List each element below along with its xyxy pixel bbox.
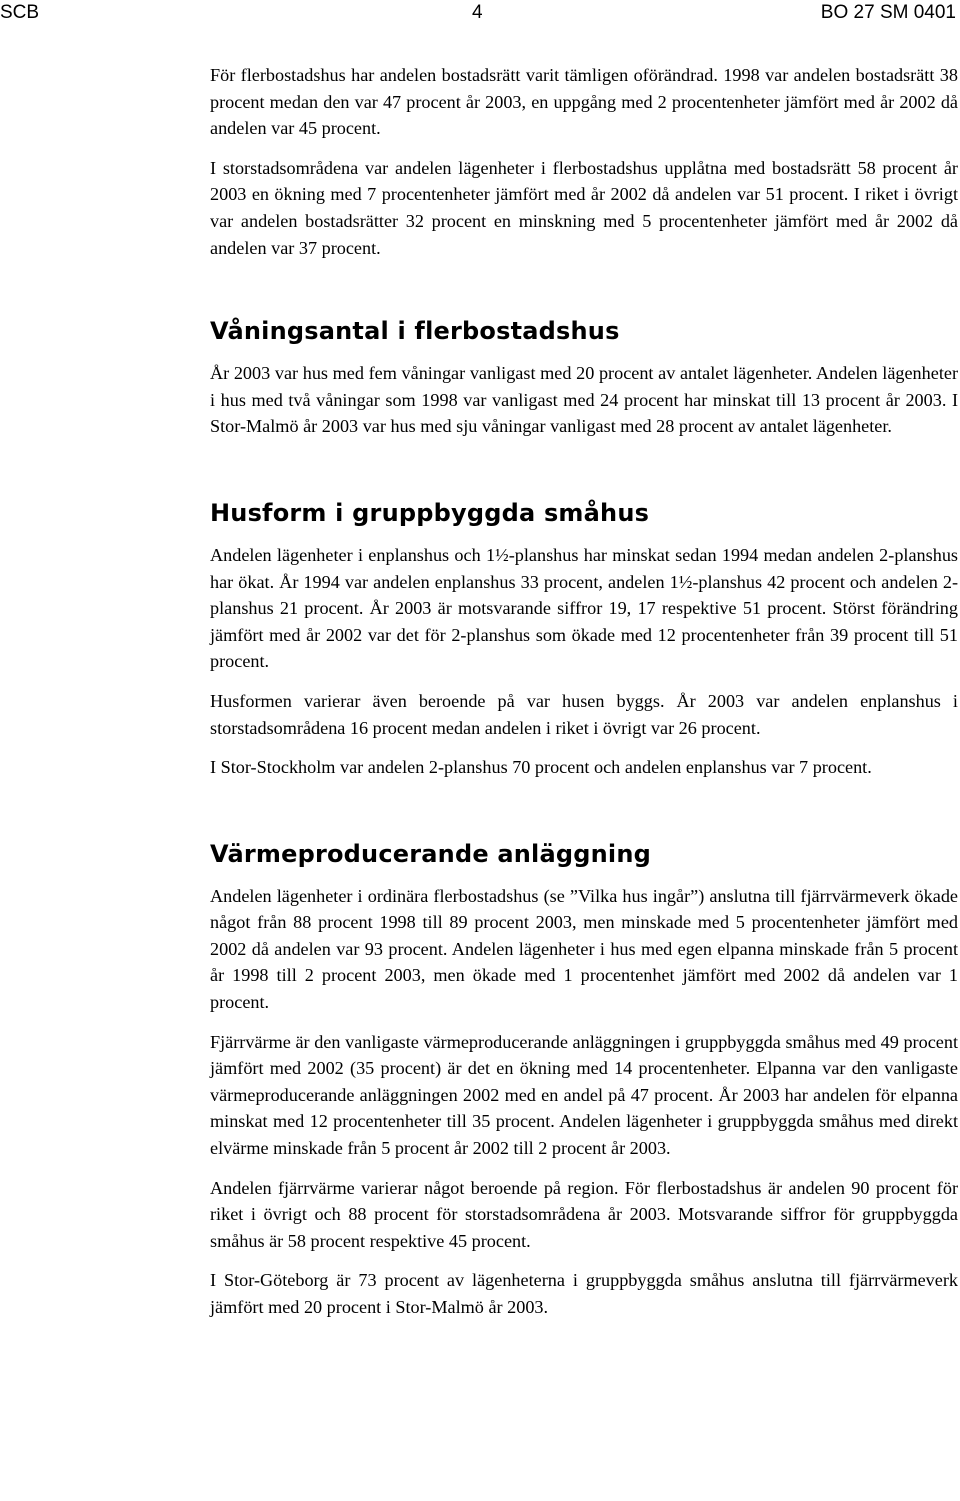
intro-paragraph-1: För flerbostadshus har andelen bostadsrätt varit tämligen oförändrad. 1998 var andelen bostadsrätt 38 procent medan den var 47 procent år 2003, en uppgång med 2 procentenheter jämfört med år 2002 då andelen var 45 procent. [210, 65, 958, 139]
houseform-paragraph-3: I Stor-Stockholm var andelen 2-planshus 70 procent och andelen enplanshus var 7 procent. [210, 757, 872, 778]
houseform-paragraph-2: Husformen varierar även beroende på var husen byggs. År 2003 var andelen enplanshus i storstadsområdena 16 procent medan andelen i riket i övrigt var 26 procent. [210, 690, 958, 738]
intro-paragraph-2: I storstadsområdena var andelen lägenheter i flerbostadshus upplåtna med bostadsrätt 58 procent år 2003 en ökning med 7 procentenheter jämfört med år 2002 då andelen var 51 procent. I riket i övrigt var andelen bostadsrätter 32 procent en minskning med 5 procentenheter jämfört med år 2002 då andelen var 37 procent. [210, 157, 958, 258]
floors-paragraph-1: År 2003 var hus med fem våningar vanligast med 20 procent av antalet lägenheter. Andelen lägenheter i hus med två våningar som 1998 var vanligast med 24 procent har minskat till 13 procent år 2003. I Stor-Malmö år 2003 var hus med sju våningar vanligast med 28 procent av antalet lägenheter. [210, 363, 958, 437]
page-header [0, 0, 960, 36]
heading-houseform: Husform i gruppbyggda småhus [210, 498, 650, 527]
heating-paragraph-4: I Stor-Göteborg är 73 procent av lägenheterna i gruppbyggda småhus anslutna till fjärrvärmeverk jämfört med 20 procent i Stor-Malmö år 2003. [210, 1270, 958, 1317]
heading-heating: Värmeproducerande anläggning [210, 839, 652, 868]
houseform-paragraph-1: Andelen lägenheter i enplanshus och 1½-planshus har minskat sedan 1994 medan andelen 2-planshus har ökat. År 1994 var andelen enplanshus 33 procent, andelen 1½-planshus 42 procent och andelen 2-planshus 21 procent. År 2003 är motsvarande siffror 19, 17 respektive 51 procent. Störst förändring jämfört med år 2002 var det för 2-planshus som ökade med 12 procentenheter från 39 procent till 51 procent. [210, 544, 958, 672]
heating-paragraph-2: Fjärrvärme är den vanligaste värmeproducerande anläggningen i gruppbyggda småhus med 49 procent jämfört med 2002 (35 procent) är det en ökning med 14 procentenheter. Elpanna var den vanligaste värmeproducerande anläggningen 2002 med en andel på 47 procent. År 2003 har andelen för elpanna minskat med 12 procentenheter till 35 procent. Andelen lägenheter i gruppbyggda småhus med direkt elvärme minskade från 5 procent år 2002 till 2 procent år 2003. [210, 1031, 958, 1159]
publisher-label: SCB [0, 2, 40, 23]
section-spacer [210, 453, 958, 498]
heating-paragraph-3: Andelen fjärrvärme varierar något beroende på region. För flerbostadshus är andelen 90 procent för riket i övrigt och 88 procent för storstadsområdena år 2003. Motsvarande siffror för gruppbyggda småhus är 58 procent respektive 45 procent. [210, 1177, 958, 1251]
heating-paragraph-1: Andelen lägenheter i ordinära flerbostadshus (se ”Vilka hus ingår”) anslutna till fjärrvärmeverk ökade något från 88 procent 1998 till 89 procent 2003, men minskade med 5 procentenheter jämfört med 2002 då andelen var 93 procent. Andelen lägenheter i hus med egen elpanna minskade från 5 procent år 1998 till 2 procent 2003, men ökade med 1 procentenhet jämfört med 2002 då andelen var 1 procent. [210, 885, 958, 1013]
page-body [210, 62, 958, 1334]
section-spacer [210, 274, 958, 316]
section-spacer [210, 794, 958, 839]
page-number: 4 [472, 2, 483, 23]
report-code: BO 27 SM 0401 [820, 2, 956, 23]
heading-floors: Våningsantal i flerbostadshus [210, 317, 620, 346]
